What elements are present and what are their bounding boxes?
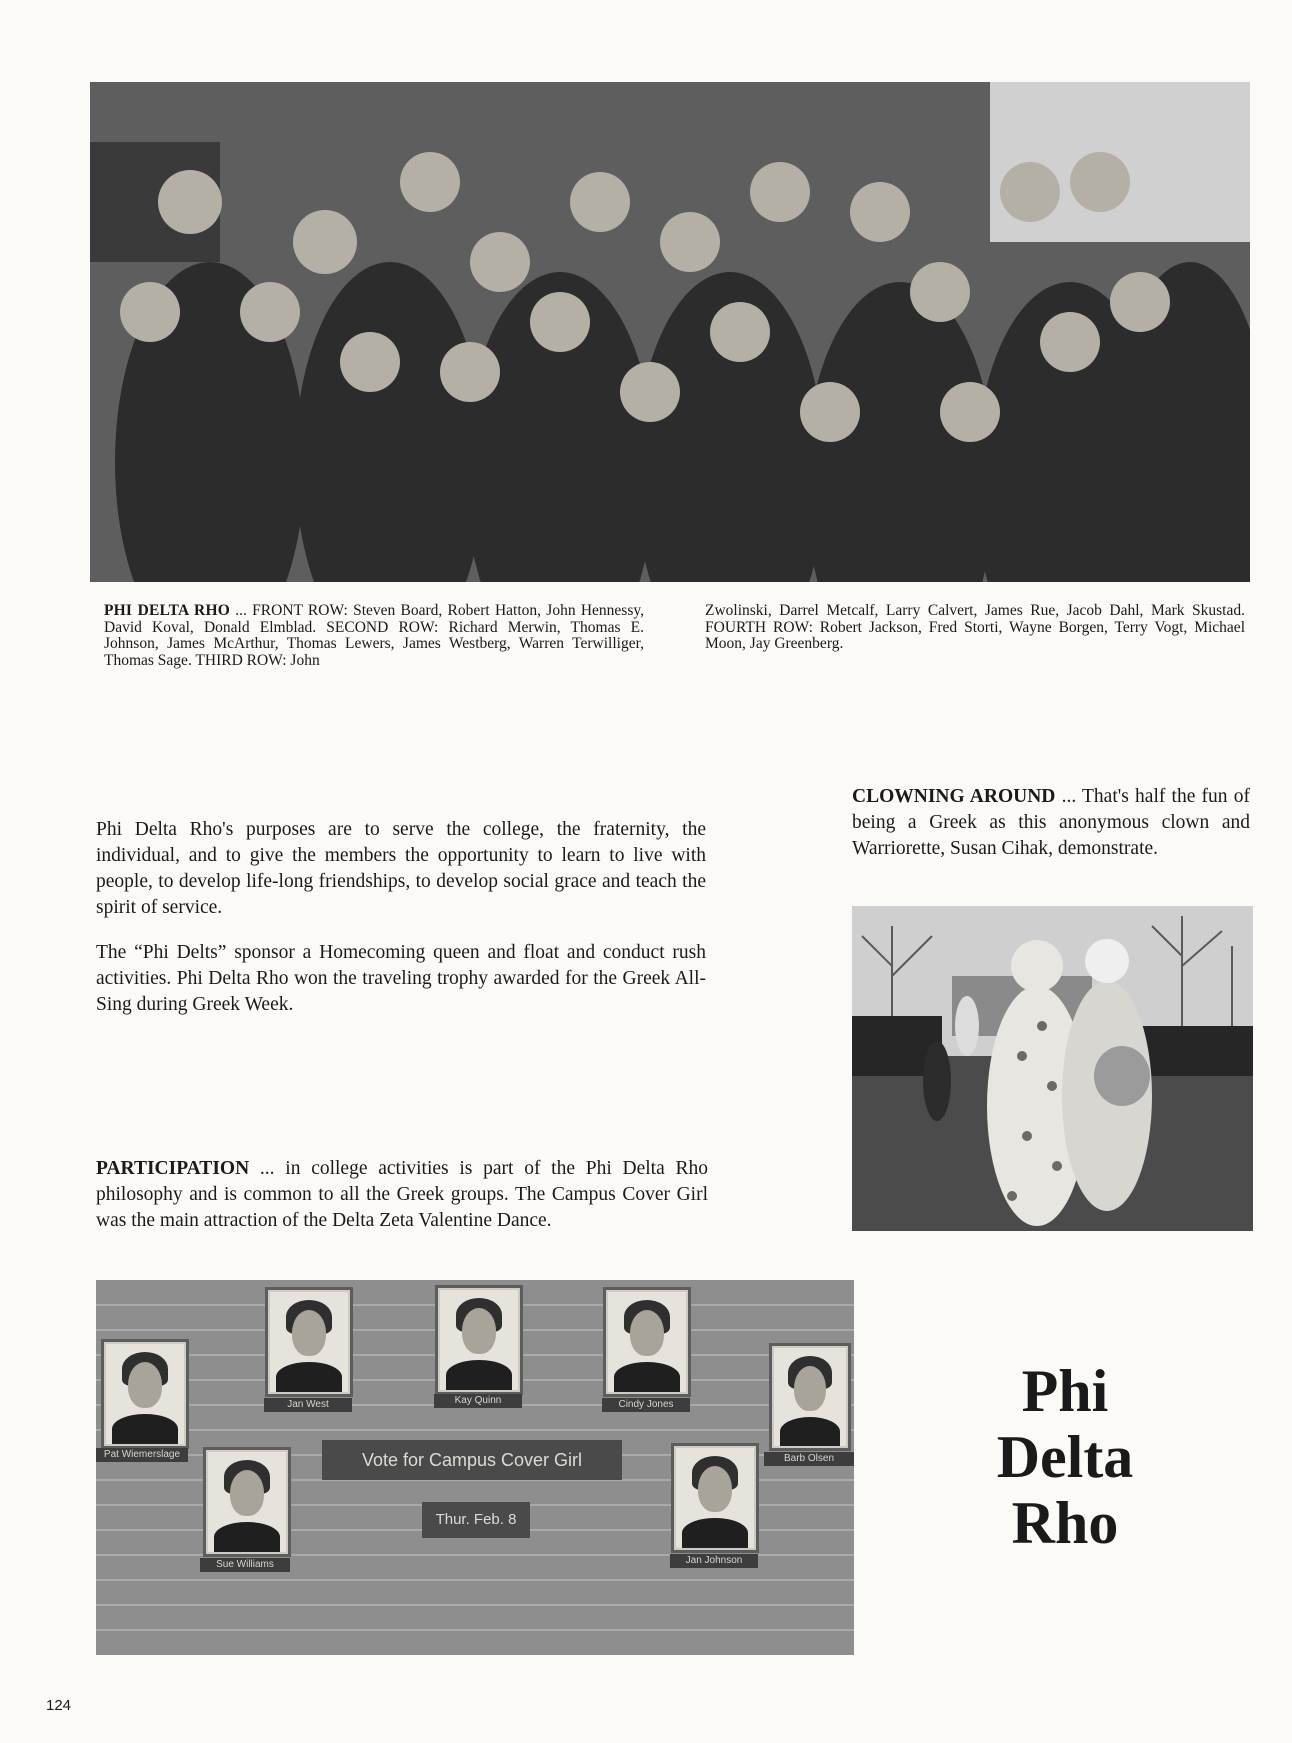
group-photo-illustration xyxy=(90,82,1250,582)
nameplate-5: Barb Olsen xyxy=(764,1452,854,1466)
nameplate-1: Pat Wiemerslage xyxy=(96,1448,188,1462)
candidate-portrait-3 xyxy=(438,1288,520,1392)
group-photo xyxy=(90,82,1250,582)
nameplate-2: Jan West xyxy=(264,1398,352,1412)
section-title-line-3: Rho xyxy=(1011,1490,1119,1556)
section-title xyxy=(940,1358,1190,1556)
intro-paragraph-1: Phi Delta Rho's purposes are to serve the college, the fraternity, the individual, and to give the members the opportunity to learn to live with people, to develop life-long friendships, to develop social grace and teach the spirit of service. xyxy=(96,819,706,918)
clown-photo xyxy=(852,906,1253,1231)
candidate-portrait-7 xyxy=(674,1446,756,1550)
group-caption-left-text: ... FRONT ROW: Steven Board, Robert Hatton, John Hennessy, David Koval, Donald Elmblad. SECOND ROW: Richard Merwin, Thomas E. Johnson, James McArthur, Thomas Lewers, James Westberg, Warren Terwilliger, Thomas Sage. THIRD ROW: John xyxy=(104,602,644,669)
candidate-portrait-1 xyxy=(104,1342,186,1446)
clown-photo-illustration xyxy=(852,906,1253,1231)
candidate-portrait-2 xyxy=(268,1290,350,1394)
participation-caption-text: ... in college activities is part of the Phi Delta Rho philosophy and is common to all the Greek groups. The Campus Cover Girl was the main attraction of the Delta Zeta Valentine Dance. xyxy=(96,1158,708,1231)
campus-cover-girl-board-photo xyxy=(96,1280,854,1655)
group-photo-caption-continued: Zwolinski, Darrel Metcalf, Larry Calvert, James Rue, Jacob Dahl, Mark Skustad. FOURTH ROW: Robert Jackson, Fred Storti, Wayne Borgen, Terry Vogt, Michael Moon, Jay Greenberg. xyxy=(705,602,1245,652)
clowning-caption xyxy=(852,784,1250,862)
clowning-caption-title: CLOWNING AROUND xyxy=(852,786,1056,807)
participation-caption-title: PARTICIPATION xyxy=(96,1158,250,1179)
section-title-line-2: Delta xyxy=(996,1424,1134,1490)
participation-caption xyxy=(96,1156,708,1234)
candidate-portrait-6 xyxy=(206,1450,288,1554)
vote-sign: Vote for Campus Cover Girl xyxy=(322,1440,622,1480)
page-number: 124 xyxy=(46,1697,72,1714)
nameplate-6: Sue Williams xyxy=(200,1558,290,1572)
clowning-caption-text: ... That's half the fun of being a Greek as this anonymous clown and Warriorette, Susan Cihak, demonstrate. xyxy=(852,786,1250,859)
group-photo-caption xyxy=(104,603,644,669)
section-title-line-1: Phi xyxy=(1021,1358,1109,1424)
nameplate-3: Kay Quinn xyxy=(434,1394,522,1408)
nameplate-7: Jan Johnson xyxy=(670,1554,758,1568)
date-sign: Thur. Feb. 8 xyxy=(422,1502,530,1538)
candidate-portrait-4 xyxy=(606,1290,688,1394)
intro-paragraph-2: The “Phi Delts” sponsor a Homecoming queen and float and conduct rush activities. Phi Delta Rho won the traveling trophy awarded for the Greek All-Sing during Greek Week. xyxy=(96,942,706,1015)
nameplate-4: Cindy Jones xyxy=(602,1398,690,1412)
group-caption-title: PHI DELTA RHO xyxy=(104,602,230,619)
candidate-portrait-5 xyxy=(772,1346,848,1448)
